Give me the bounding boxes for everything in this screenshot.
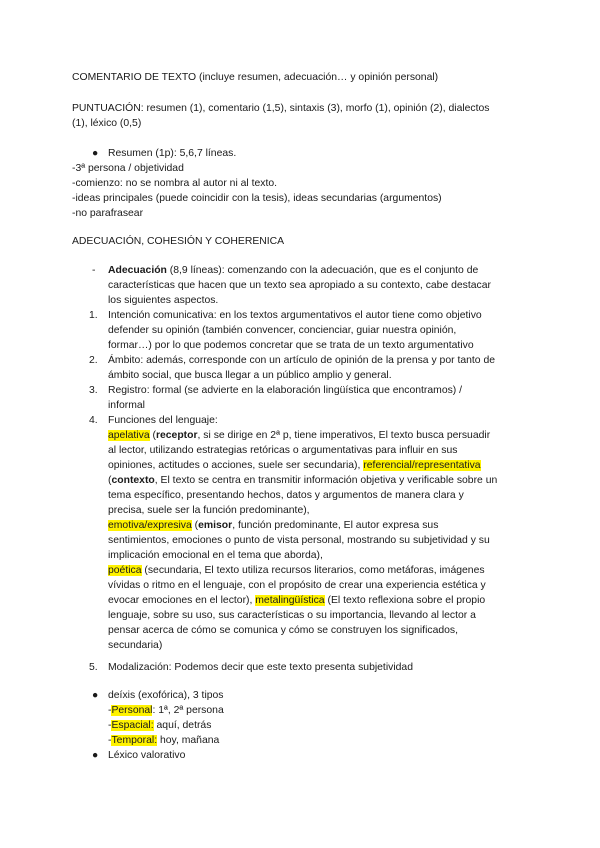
section-title: ADECUACIÓN, COHESIÓN Y COHERENICA bbox=[72, 236, 285, 247]
item-1-number: 1. bbox=[89, 310, 98, 321]
item-1-line-1: Intención comunicativa: en los textos argumentativos el autor tiene como objetivo bbox=[108, 310, 482, 321]
item-2-line-2: ámbito social, que busca llegar a un público amplio y general. bbox=[108, 370, 392, 381]
referencial-text: , El texto se centra en transmitir información objetiva y verificable sobre un bbox=[154, 475, 498, 486]
puntuacion-line-2: (1), léxico (0,5) bbox=[72, 118, 142, 129]
espacial-highlight: Espacial: bbox=[111, 720, 154, 731]
adecuacion-term: Adecuación bbox=[108, 265, 167, 276]
resumen-note-2: -comienzo: no se nombra al autor ni al texto. bbox=[72, 178, 278, 189]
lexico-text: Léxico valorativo bbox=[108, 750, 186, 761]
receptor-term: receptor bbox=[155, 430, 198, 441]
poetica-line-3 bbox=[108, 593, 485, 609]
item-2-number: 2. bbox=[89, 355, 98, 366]
emotiva-line-1: emotiva/expresiva (emisor, función predominante, El autor expresa sus bbox=[108, 520, 439, 531]
item-5-number: 5. bbox=[89, 662, 98, 673]
emotiva-line-3: implicación emocional en el tema que aborda), bbox=[108, 550, 323, 561]
poetica-highlight: poética bbox=[108, 565, 142, 576]
poetica-line-2: vívidas o ritmo en el lenguaje, con el propósito de crear una experiencia estética y bbox=[108, 580, 486, 591]
adecuacion-line-1 bbox=[108, 263, 478, 279]
deixis-espacial: -Espacial: aquí, detrás bbox=[108, 720, 212, 731]
apelativa-text: , si se dirige en 2ª p, tiene imperativos, El texto busca persuadir bbox=[197, 430, 491, 441]
apelativa-line-1: apelativa (receptor, si se dirige en 2ª p, tiene imperativos, El texto busca persuadir bbox=[108, 430, 491, 441]
item-2-line-1: Ámbito: además, corresponde con un artículo de opinión de la prensa y por tanto de bbox=[108, 355, 496, 366]
item-4-number: 4. bbox=[89, 415, 98, 426]
document-title: COMENTARIO DE TEXTO (incluye resumen, adecuación… y opinión personal) bbox=[72, 72, 439, 83]
apelativa-text-end: opiniones, actitudes o acciones, suele ser secundaria), bbox=[108, 460, 361, 471]
resumen-note-3: -ideas principales (puede coincidir con la tesis), ideas secundarias (argumentos) bbox=[72, 193, 442, 204]
referencial-line-3: precisa, suele ser la función predominante), bbox=[108, 505, 310, 516]
item-3-line-2: informal bbox=[108, 400, 145, 411]
adecuacion-dash: - bbox=[92, 265, 96, 276]
poetica-text: (secundaria, El texto utiliza recursos literarios, como metáforas, imágenes bbox=[141, 565, 485, 576]
resumen-heading: Resumen (1p): 5,6,7 líneas. bbox=[108, 148, 237, 159]
adecuacion-line-2: características que hacen que un texto sea apropiado a su contexto, cabe destacar bbox=[108, 280, 491, 291]
item-4-heading: Funciones del lenguaje: bbox=[108, 415, 218, 426]
espacial-text: aquí, detrás bbox=[153, 720, 212, 731]
temporal-highlight: Temporal: bbox=[111, 735, 158, 746]
apelativa-highlight: apelativa bbox=[108, 430, 150, 441]
referencial-highlight: referencial/representativa bbox=[363, 460, 481, 471]
resumen-note-1: -3ª persona / objetividad bbox=[72, 163, 184, 174]
apelativa-line-3 bbox=[108, 458, 481, 474]
deixis-heading: deíxis (exofórica), 3 tipos bbox=[108, 690, 224, 701]
item-5-text: Modalización: Podemos decir que este texto presenta subjetividad bbox=[108, 662, 413, 673]
item-1-line-3: formar…) por lo que podemos concretar que se trata de un texto argumentativo bbox=[108, 340, 474, 351]
emotiva-highlight: emotiva/expresiva bbox=[108, 520, 192, 531]
bullet-deixis: ● bbox=[92, 690, 99, 701]
contexto-term: contexto bbox=[111, 475, 155, 486]
emotiva-text: , función predominante, El autor expresa sus bbox=[232, 520, 439, 531]
temporal-text: hoy, mañana bbox=[157, 735, 220, 746]
resumen-note-4: -no parafrasear bbox=[72, 208, 144, 219]
adecuacion-text: (8,9 líneas): comenzando con la adecuación, que es el conjunto de bbox=[166, 265, 479, 276]
metalinguistica-line-2: lenguaje, sobre su uso, sus características o su importancia, llevando al lector a bbox=[108, 610, 476, 621]
poetica-text-end: evocar emociones en el lector), bbox=[108, 595, 256, 606]
metalinguistica-text: (El texto reflexiona sobre el propio bbox=[324, 595, 486, 606]
item-3-number: 3. bbox=[89, 385, 98, 396]
metalinguistica-line-3: pensar acerca de cómo se comunica y cómo se construyen los significados, bbox=[108, 625, 458, 636]
emotiva-line-2: sentimientos, emociones o punto de vista personal, mostrando su subjetividad y su bbox=[108, 535, 490, 546]
poetica-line-1 bbox=[108, 563, 485, 579]
item-1-line-2: defender su opinión (también convencer, concienciar, guiar nuestra opinión, bbox=[108, 325, 457, 336]
emisor-term: emisor bbox=[198, 520, 233, 531]
metalinguistica-line-4: secundaria) bbox=[108, 640, 163, 651]
personal-highlight: Personal bbox=[111, 705, 153, 716]
item-3-line-1: Registro: formal (se advierte en la elaboración lingüística que encontramos) / bbox=[108, 385, 463, 396]
referencial-line-1: (contexto, El texto se centra en transmitir información objetiva y verificable sobre un bbox=[108, 475, 498, 486]
puntuacion-line-1: PUNTUACIÓN: resumen (1), comentario (1,5), sintaxis (3), morfo (1), opinión (2), dialectos bbox=[72, 103, 490, 114]
apelativa-line-2: al lector, utilizando estrategias retóricas o argumentativas para influir en sus bbox=[108, 445, 458, 456]
deixis-personal: -Personal: 1ª, 2ª persona bbox=[108, 705, 224, 716]
personal-text: : 1ª, 2ª persona bbox=[152, 705, 224, 716]
metalinguistica-highlight: metalingüística bbox=[255, 595, 325, 606]
adecuacion-line-3: los siguientes aspectos. bbox=[108, 295, 219, 306]
bullet-lexico: ● bbox=[92, 750, 99, 761]
referencial-line-2: tema específico, presentando hechos, datos y argumentos de manera clara y bbox=[108, 490, 464, 501]
deixis-temporal: -Temporal: hoy, mañana bbox=[108, 735, 220, 746]
bullet-resumen: ● bbox=[92, 148, 99, 159]
